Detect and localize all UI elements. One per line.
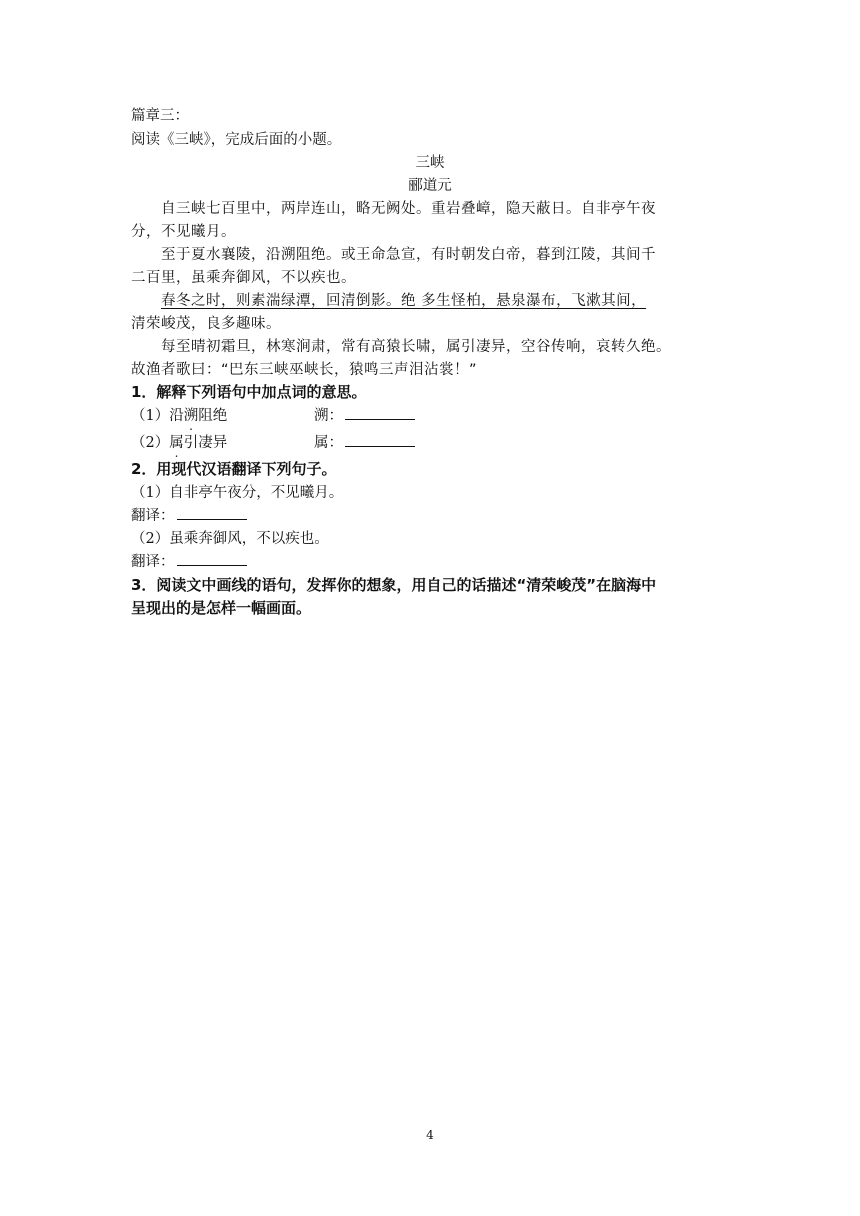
passage-line: 二百里，虽乘奔御风，不以疾也。	[131, 270, 356, 286]
question-2-sentence: （1）自非亭午夜分，不见曦月。	[131, 485, 344, 501]
question-1-item	[131, 404, 227, 425]
answer-field[interactable]	[314, 431, 415, 452]
passage-author: 郦道元	[408, 178, 452, 194]
section-heading: 篇章三：	[131, 108, 189, 124]
phrase-prefix: （2）	[131, 435, 170, 451]
answer-field[interactable]	[131, 504, 247, 525]
instruction: 阅读《三峡》，完成后面的小题。	[131, 132, 342, 148]
answer-blank[interactable]	[345, 433, 415, 447]
answer-blank[interactable]	[177, 552, 247, 566]
answer-blank[interactable]	[177, 506, 247, 520]
answer-label: 翻译：	[131, 554, 175, 570]
answer-label: 翻译：	[131, 508, 175, 524]
passage-line: 清荣峻茂，良多趣味。	[131, 316, 281, 332]
dotted-word: 溯	[183, 408, 199, 424]
question-2-sentence: （2）虽乘奔御风，不以疾也。	[131, 531, 329, 547]
question-3-line: 呈现出的是怎样一幅画面。	[131, 599, 312, 617]
passage-line: 每至晴初霜旦，林寒涧肃，常有高猿长啸，属引凄异，空谷传响，哀转久绝。	[161, 339, 671, 355]
question-2-title: 2．用现代汉语翻译下列句子。	[131, 460, 337, 478]
passage-underlined-line: 春冬之时，则素湍绿潭，回清倒影。绝 多生怪柏，悬泉瀑布，飞漱其间，	[161, 293, 647, 309]
question-1-item	[131, 431, 227, 452]
phrase-suffix: 引凄异	[183, 435, 228, 451]
passage-line: 至于夏水襄陵，沿溯阻绝。或王命急宣，有时朝发白帝，暮到江陵，其间千	[161, 247, 656, 263]
answer-field[interactable]	[131, 550, 247, 571]
question-1-title: 1．解释下列语句中加点词的意思。	[131, 383, 367, 401]
answer-field[interactable]	[314, 404, 415, 425]
passage-line: 故渔者歌曰：“巴东三峡巫峡长，猿鸣三声泪沾裳！”	[131, 362, 478, 378]
phrase-suffix: 阻绝	[198, 408, 228, 424]
dotted-word: 属	[169, 435, 184, 451]
question-3-line: 3．阅读文中画线的语句，发挥你的想象，用自己的话描述“清荣峻茂”在脑海中	[131, 576, 657, 594]
passage-title: 三峡	[415, 155, 445, 171]
answer-label: 属：	[314, 435, 343, 451]
answer-label: 溯：	[314, 408, 343, 424]
passage-line: 自三峡七百里中，两岸连山，略无阙处。重岩叠嶂，隐天蔽日。自非亭午夜	[161, 201, 656, 217]
answer-blank[interactable]	[345, 406, 415, 420]
passage-line: 分，不见曦月。	[131, 224, 236, 240]
phrase-prefix: （1）沿	[131, 408, 184, 424]
page-number: 4	[426, 1128, 434, 1142]
